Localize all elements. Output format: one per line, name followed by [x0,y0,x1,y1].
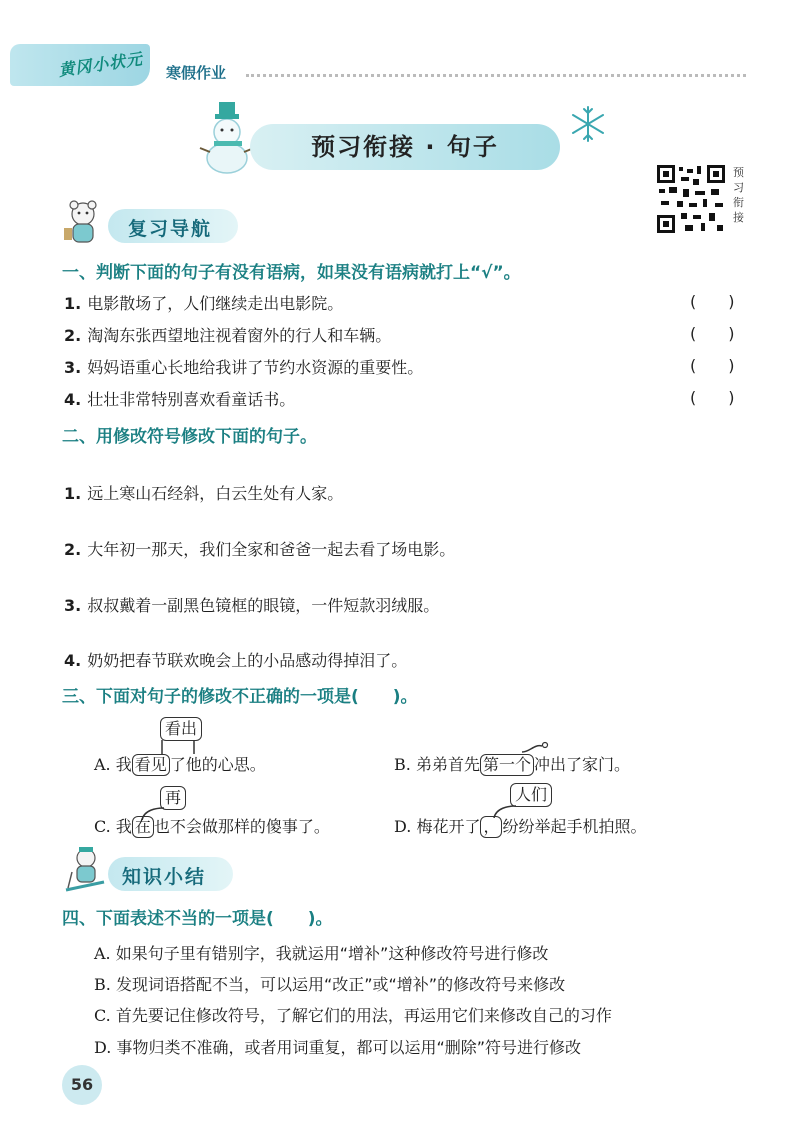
q4-option[interactable]: A. 如果句子里有错别字，我就运用“增补”这种修改符号进行修改 [94,944,549,963]
q2-item: 3. 叔叔戴着一副黑色镜框的眼镜，一件短款羽绒服。 [64,596,440,615]
q2-heading: 二、用修改符号修改下面的句子。 [62,427,317,447]
page-title: 预习衔接 · 句子 [311,133,499,161]
brand-logo: 黄冈小状元 [57,49,145,80]
q4-option[interactable]: B. 发现词语搭配不当，可以运用“改正”或“增补”的修改符号来修改 [94,975,566,994]
insert-box-a: 看出 [160,717,202,741]
q1-heading: 一、判断下面的句子有没有语病，如果没有语病就打上“√”。 [62,263,521,283]
answer-paren[interactable]: ( ) [690,388,735,407]
qr-label: 预习衔接 [733,166,744,224]
q1-item: 2. 淘淘东张西望地注视着窗外的行人和车辆。 [64,326,392,345]
q1-item: 3. 妈妈语重心长地给我讲了节约水资源的重要性。 [64,358,424,377]
q4-option[interactable]: C. 首先要记住修改符号，了解它们的用法，再运用它们来修改自己的习作 [94,1006,612,1025]
section-title-summary: 知识小结 [122,866,207,888]
header-divider [246,74,746,77]
insert-box-c: 再 [160,786,186,810]
q4-option[interactable]: D. 事物归类不准确，或者用词重复，都可以运用“删除”符号进行修改 [94,1038,582,1057]
insert-box-d: 人们 [510,783,552,807]
answer-paren[interactable]: ( ) [690,356,735,375]
q3-heading: 三、下面对句子的修改不正确的一项是( )。 [62,687,418,707]
skiing-bear-icon [64,846,106,894]
q1-item: 4. 壮壮非常特别喜欢看童话书。 [64,390,296,409]
q3-option-a[interactable]: A. 我 看见 了他的心思。 [94,755,266,774]
snowman-icon [196,100,258,174]
q2-item: 2. 大年初一那天，我们全家和爸爸一起去看了场电影。 [64,540,456,559]
q3-option-b[interactable]: B. 弟弟首先 第一个 冲出了家门。 [394,755,630,774]
q4-heading: 四、下面表述不当的一项是( )。 [62,909,333,929]
q3-option-c[interactable]: C. 我 在 也不会做那样的傻事了。 [94,817,330,836]
page-number: 56 [62,1065,102,1105]
section-title-review: 复习导航 [128,218,213,240]
q2-item: 4. 奶奶把春节联欢晚会上的小品感动得掉泪了。 [64,651,408,670]
snowflake-icon [568,104,608,144]
series-title: 寒假作业 [166,64,227,82]
qr-code[interactable] [655,163,727,235]
answer-paren[interactable]: ( ) [690,324,735,343]
q1-item: 1. 电影散场了，人们继续走出电影院。 [64,294,344,313]
answer-paren[interactable]: ( ) [690,292,735,311]
q3-option-d[interactable]: D. 梅花开了 ， 纷纷举起手机拍照。 [394,817,647,836]
bear-mascot-icon [62,198,104,246]
q2-item: 1. 远上寒山石经斜，白云生处有人家。 [64,484,344,503]
